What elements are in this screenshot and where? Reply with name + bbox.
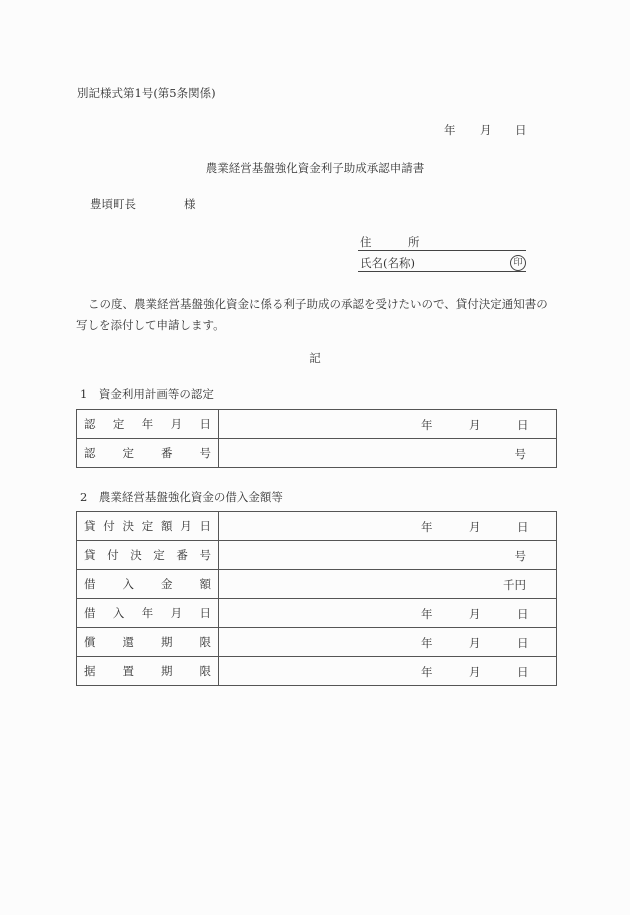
unit-year: 年 <box>421 665 433 679</box>
unit-day: 日 <box>517 520 529 534</box>
row-label <box>77 628 219 657</box>
unit-month: 月 <box>469 665 481 679</box>
loan-amount-input[interactable] <box>219 570 557 599</box>
label-char: 入 <box>112 606 125 620</box>
label-char: 月 <box>180 519 192 533</box>
table-row <box>77 599 557 628</box>
label-char: 入 <box>122 577 134 591</box>
label-char: 号 <box>199 446 211 460</box>
loan-decision-date-input[interactable] <box>219 512 557 541</box>
unit-month: 月 <box>469 636 481 650</box>
table-row <box>77 410 557 439</box>
unit-year: 年 <box>421 607 433 621</box>
document-title: 農業経営基盤強化資金利子助成承認申請書 <box>205 161 425 175</box>
label-char: 限 <box>199 664 211 678</box>
section-2-heading: 2 農業経営基盤強化資金の借入金額等 <box>80 490 283 504</box>
unit-month: 月 <box>469 418 481 432</box>
label-char: 日 <box>199 606 211 620</box>
unit-year: 年 <box>421 636 433 650</box>
row-label <box>77 512 219 541</box>
label-char: 認 <box>84 417 96 431</box>
unit-day: 日 <box>517 607 529 621</box>
label-char: 番 <box>176 548 188 562</box>
unit-month: 月 <box>469 607 481 621</box>
label-char: 借 <box>84 577 96 591</box>
table-row <box>77 439 557 468</box>
table-row <box>77 541 557 570</box>
label-char: 金 <box>161 577 173 591</box>
label-char: 決 <box>130 548 142 562</box>
ki-heading: 記 <box>309 351 321 365</box>
section-1-heading: 1 資金利用計画等の認定 <box>80 387 214 401</box>
table-row <box>77 512 557 541</box>
date-day-label: 日 <box>515 123 527 137</box>
address-label-2: 所 <box>408 235 420 249</box>
row-label <box>77 570 219 599</box>
addressee-name: 豊頃町長 <box>90 197 136 211</box>
label-char: 認 <box>84 446 96 460</box>
date-year-label: 年 <box>444 123 456 137</box>
seal-icon: 印 <box>510 255 526 271</box>
label-char: 額 <box>199 577 211 591</box>
table-row <box>77 570 557 599</box>
name-label: 氏名(名称) <box>360 256 415 270</box>
row-label <box>77 541 219 570</box>
table-row <box>77 628 557 657</box>
row-label <box>77 439 219 468</box>
label-char: 付 <box>103 519 115 533</box>
unit-day: 日 <box>517 665 529 679</box>
unit-year: 年 <box>421 418 433 432</box>
label-char: 貸 <box>84 548 96 562</box>
label-char: 月 <box>170 606 183 620</box>
unit-number: 号 <box>514 447 526 461</box>
address-field[interactable] <box>358 234 526 251</box>
label-char: 年 <box>141 417 154 431</box>
certification-number-input[interactable] <box>219 439 557 468</box>
label-char: 額 <box>161 519 173 533</box>
label-char: 借 <box>84 606 96 620</box>
honorific: 様 <box>184 197 196 211</box>
label-char: 定 <box>112 417 125 431</box>
date-month-label: 月 <box>480 123 492 137</box>
address-label-1: 住 <box>360 235 372 249</box>
label-char: 据 <box>84 664 96 678</box>
label-char: 置 <box>122 664 134 678</box>
label-char: 決 <box>122 519 134 533</box>
form-identifier: 別記様式第1号(第5条関係) <box>77 86 216 100</box>
addressee <box>90 196 196 212</box>
row-label <box>77 657 219 686</box>
label-char: 年 <box>141 606 154 620</box>
label-char: 号 <box>199 548 211 562</box>
label-char: 番 <box>161 446 173 460</box>
application-statement: この度、農業経営基盤強化資金に係る利子助成の承認を受けたいので、貸付決定通知書の写しを添付して申請します。 <box>76 297 548 332</box>
unit-day: 日 <box>517 636 529 650</box>
label-char: 期 <box>161 664 173 678</box>
unit-day: 日 <box>517 418 529 432</box>
label-char: 定 <box>122 446 134 460</box>
label-char: 貸 <box>84 519 96 533</box>
row-label <box>77 410 219 439</box>
label-char: 期 <box>161 635 173 649</box>
grace-period-deadline-input[interactable] <box>219 657 557 686</box>
certification-date-input[interactable] <box>219 410 557 439</box>
label-char: 還 <box>122 635 134 649</box>
label-char: 限 <box>199 635 211 649</box>
label-char: 定 <box>153 548 165 562</box>
label-char: 日 <box>199 519 211 533</box>
row-label <box>77 599 219 628</box>
repayment-deadline-input[interactable] <box>219 628 557 657</box>
label-char: 日 <box>199 417 211 431</box>
loan-decision-number-input[interactable] <box>219 541 557 570</box>
unit-month: 月 <box>469 520 481 534</box>
unit-year: 年 <box>421 520 433 534</box>
certification-table <box>76 409 557 468</box>
label-char: 付 <box>107 548 119 562</box>
label-char: 月 <box>170 417 183 431</box>
borrowing-date-input[interactable] <box>219 599 557 628</box>
table-row <box>77 657 557 686</box>
name-field[interactable] <box>358 255 526 272</box>
unit-thousand-yen: 千円 <box>503 578 526 592</box>
unit-number: 号 <box>514 549 526 563</box>
label-char: 定 <box>141 519 154 533</box>
label-char: 償 <box>84 635 96 649</box>
loan-table <box>76 511 557 686</box>
